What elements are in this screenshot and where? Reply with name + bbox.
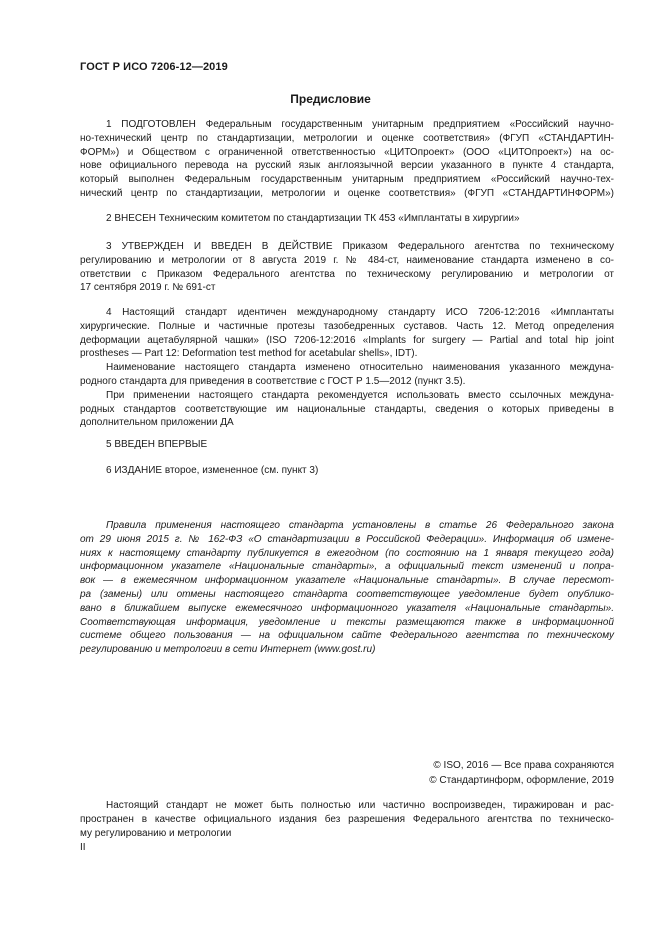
page-title: Предисловие — [290, 92, 371, 106]
text-line: 17 сентября 2019 г. № 691-ст — [80, 282, 216, 294]
document-code: ГОСТ Р ИСО 7206-12—2019 — [80, 61, 228, 73]
text-line: дополнительном приложении ДА — [80, 417, 234, 429]
reproduction-notice — [80, 799, 614, 840]
paragraph-3 — [80, 240, 614, 295]
text-line: ответствии с Приказом Федерального агентства по техническому регулированию и метрологии от — [80, 268, 614, 280]
text-line: регулированию и метрологии от 8 августа 2019 г. № 484-ст, наименование стандарта изменено в со- — [80, 254, 614, 266]
paragraph-2 — [80, 212, 614, 226]
copyright-standartinform: © Стандартинформ, оформление, 2019 — [429, 774, 614, 786]
text-line: системе общего пользования — на официальном сайте Федерального агентства по техническому — [80, 630, 614, 642]
text-line: Соответствующая информация, уведомление и тексты размещаются также в информационной — [80, 616, 614, 628]
text-line: который выполнен Федеральным государственным унитарным предприятием «Российский научно-тех- — [80, 174, 614, 186]
text-line: вано в ближайшем выпуске ежемесячного информационного указателя «Национальные стандарты». — [80, 602, 614, 614]
text-line: му регулированию и метрологии — [80, 827, 232, 839]
text-line: 2 ВНЕСЕН Техническим комитетом по стандартизации ТК 453 «Имплантаты в хирургии» — [106, 213, 520, 224]
text-line: родных стандартов соответствующие им национальные стандарты, сведения о которых приведены в — [80, 403, 614, 415]
text-line: prostheses — Part 12: Deformation test method for acetabular shells», IDT). — [80, 348, 418, 360]
paragraph-6 — [80, 464, 614, 478]
text-line: вок — в ежемесячном информационном указателе «Национальные стандарты». В случае пересмот- — [80, 575, 614, 587]
text-line: деформации ацетабулярной чашки» (ISO 7206-12:2016 «Implants for surgery — Partial and total hip joint — [80, 334, 614, 346]
text-line: 3 УТВЕРЖДЕН И ВВЕДЕН В ДЕЙСТВИЕ Приказом Федерального агентства по техническому — [106, 241, 614, 252]
text-line: пространен в качестве официального издания без разрешения Федерального агентства по техническо- — [80, 813, 614, 825]
page-number: II — [80, 842, 86, 853]
paragraph-5 — [80, 438, 614, 452]
text-line: регулированию и метрологии в сети Интернет (www.gost.ru) — [80, 644, 376, 656]
text-line: от 29 июня 2015 г. № 162-ФЗ «О стандартизации в Российской Федерации». Информация об измене- — [80, 533, 614, 545]
copyright-block — [429, 759, 614, 788]
text-line: Правила применения настоящего стандарта установлены в статье 26 Федерального закона — [106, 520, 614, 531]
text-line: При применении настоящего стандарта рекомендуется использовать вместо ссылочных междуна- — [106, 389, 614, 401]
text-line: ниях к настоящему стандарту публикуется в ежегодном (по состоянию на 1 января текущего года) — [80, 547, 614, 559]
text-line: Наименование настоящего стандарта изменено относительно наименования указанного междуна- — [106, 362, 614, 374]
text-line: нове официального перевода на русский язык англоязычной версии указанного в пункте 4 стандарта, — [80, 160, 614, 172]
text-line: 1 ПОДГОТОВЛЕН Федеральным государственным унитарным предприятием «Российский научно- — [106, 119, 614, 130]
text-line: но-технический центр по стандартизации, метрологии и оценке соответствия» (ФГУП «СТАНДАРТИН- — [80, 132, 614, 144]
application-notice — [80, 519, 614, 657]
text-line: 5 ВВЕДЕН ВПЕРВЫЕ — [106, 439, 208, 450]
text-line: 4 Настоящий стандарт идентичен международному стандарту ИСО 7206-12:2016 «Имплантаты — [106, 307, 614, 318]
text-line: родного стандарта для приведения в соответствие с ГОСТ Р 1.5—2012 (пункт 3.5). — [80, 375, 466, 387]
text-line: ра (замены) или отмены настоящего стандарта соответствующее уведомление будет опублико- — [80, 588, 614, 600]
text-line: информационном указателе «Национальные стандарты», а официальный текст изменений и попра- — [80, 561, 614, 573]
text-line: Настоящий стандарт не может быть полностью или частично воспроизведен, тиражирован и рас- — [106, 800, 614, 811]
text-line: нический центр по стандартизации, метрологии и оценке соответствия» (ФГУП «СТАНДАРТИНФОРМ») — [80, 187, 614, 199]
copyright-iso: © ISO, 2016 — Все права сохраняются — [433, 760, 614, 771]
text-line: хирургические. Полные и частичные протезы тазобедренных суставов. Часть 12. Метод определения — [80, 320, 614, 332]
paragraph-1 — [80, 118, 614, 201]
paragraph-4 — [80, 306, 614, 430]
text-line: ФОРМ») и Обществом с ограниченной ответственностью «ЦИТОпроект» (ООО «ЦИТОпроект») на ос- — [80, 146, 614, 158]
text-line: 6 ИЗДАНИЕ второе, измененное (см. пункт 3) — [106, 465, 319, 476]
